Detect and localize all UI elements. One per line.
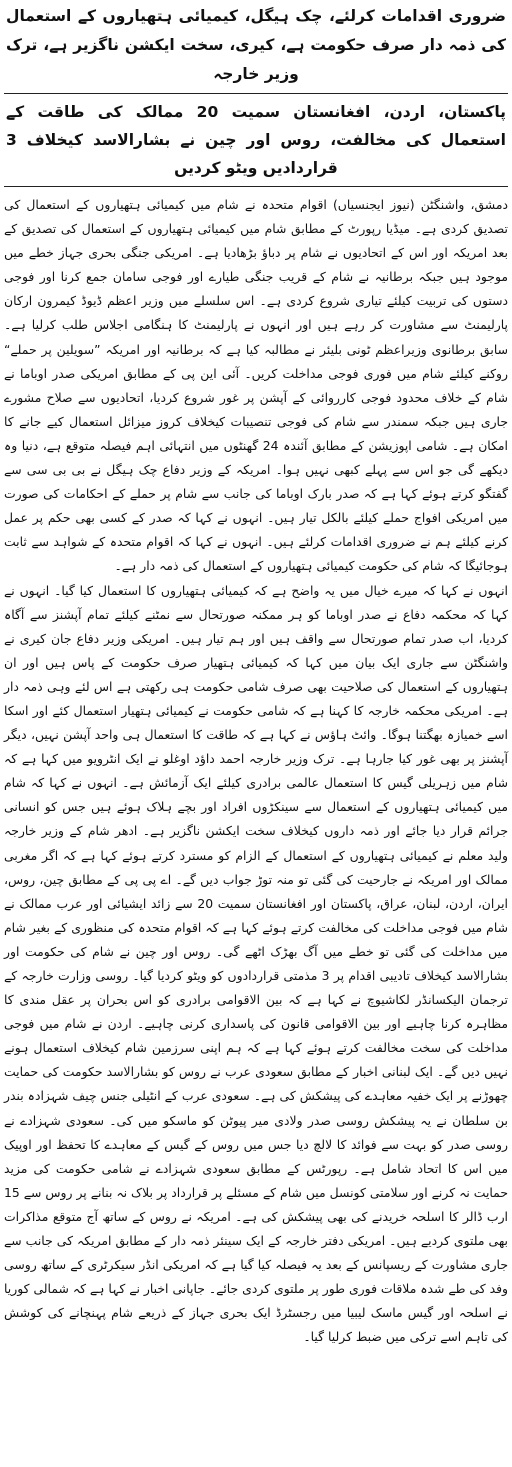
article-subheadline: پاکستان، اردن، افغانستان سمیت 20 ممالک کی طاقت کے استعمال کی مخالفت، روس اور چین نے بشارالاسد کیخلاف 3 قراردادیں ویٹو کردیں [6, 103, 506, 177]
article-paragraph: انہوں نے کہا کہ میرے خیال میں یہ واضح ہے کہ کیمیائی ہتھیاروں کا استعمال کیا گیا۔ انہوں نے کہا کہ محکمہ دفاع نے صدر اوباما کو ہر ممکنہ صورتحال سے نمٹنے کیلئے تمام آپشنز سے آگاہ کردیا، اب صدر تمام صورتحال سے واقف ہیں اور ہم تیار ہیں۔ امریکی وزیر دفاع جان کیری نے واشنگٹن سے جاری ایک بیان میں کہا کہ کیمیائی ہتھیار صرف حکومت کے پاس ہیں اور ان ہتھیاروں کے استعمال کی صلاحیت بھی صرف شامی حکومت ہی رکھتی ہے اس لئے وہی ذمہ دار ہے۔ امریکی محکمہ خارجہ کا کہنا ہے کہ شامی حکومت نے کیمیائی ہتھیار استعمال کئے اور اسکا اسے خمیازہ بھگتنا ہوگا۔ وائٹ ہاؤس نے کہا ہے کہ طاقت کا استعمال ہی واحد آپشن نہیں، دیگر آپشنز پر بھی غور کیا جارہا ہے۔ ترک وزیر خارجہ احمد داؤد اوغلو نے ایک انٹرویو میں کہا ہے کہ شام میں زہریلی گیس کا استعمال عالمی برادری کیلئے ایک آزمائش ہے۔ انہوں نے کہا کہ شام میں کیمیائی ہتھیاروں کے استعمال سے سینکڑوں افراد اور بچے ہلاک ہوئے ہیں جس کو انسانی جرائم قرار دیا جائے اور ذمہ داروں کیخلاف سخت ایکشن ناگزیر ہے۔ ادھر شام کے وزیر خارجہ ولید معلم نے کیمیائی ہتھیاروں کے استعمال کے الزام کو مسترد کرتے ہوئے کہا ہے کہ اگر مغربی ممالک اور امریکہ نے جارحیت کی گئی تو منہ توڑ جواب دیں گے۔ اے پی پی کے مطابق چین، روس، ایران، اردن، لبنان، عراق، پاکستان اور افغانستان سمیت 20 سے زائد ایشیائی اور عرب ممالک نے شام میں فوجی مداخلت کی مخالفت کرتے ہوئے کہا ہے کہ اقوام متحدہ کی منظوری کے بغیر شام میں مداخلت کی گئی تو خطے میں آگ بھڑک اٹھے گی۔ روس اور چین نے شام کی حکومت اور بشارالاسد کیخلاف تادیبی اقدام پر 3 مذمتی قراردادوں کو ویٹو کردیا گیا۔ روسی وزارت خارجہ کے ترجمان الیکسانڈر لکاشیوچ نے کہا ہے کہ بین الاقوامی برادری کو اس بحران پر عقل مندی کا مظاہرہ کرنا چاہیے اور بین الاقوامی قانون کی پاسداری کرنی چاہیے۔ اردن نے شام میں فوجی مداخلت کی سخت مخالفت کرتے ہوئے کہا ہے کہ ہم اپنی سرزمین شام کیخلاف استعمال ہونے نہیں دیں گے۔ ایک لبنانی اخبار کے مطابق سعودی عرب نے روس کو بشارالاسد حکومت کی حمایت چھوڑنے پر ایک خفیہ معاہدے کی پیشکش کی ہے۔ سعودی عرب کے انٹیلی جنس چیف شہزادہ بندر بن سلطان نے یہ پیشکش روسی صدر ولادی میر پیوٹن کو ماسکو میں کی۔ سعودی شہزادے نے روسی صدر کو بہت سے فوائد کا لالچ دیا جس میں روس کے گیس کے معاہدے کا تحفظ اور اوپیک میں اس کا اتحاد شامل ہے۔ رپورٹس کے مطابق سعودی شہزادے نے شامی حکومت کی مزید حمایت نہ کرنے اور سلامتی کونسل میں شام کے مسئلے پر قرارداد پر بلاک نہ بنانے پر روس سے 15 ارب ڈالر کا اسلحہ خریدنے کی بھی پیشکش کی ہے۔ امریکہ نے روس کے ساتھ آج متوقع مذاکرات بھی ملتوی کردیے ہیں۔ امریکی دفتر خارجہ کے ایک سینئر ذمہ دار کے مطابق امریکہ کی جانب سے جاری مشاورت کے ریسپانس کے بعد یہ فیصلہ کیا گیا ہے کہ امریکی انڈر سیکرٹری کے ساتھ روسی وفد کی طے شدہ ملاقات فوری طور پر ملتوی کردی جائے۔ جاپانی اخبار نے کہا ہے کہ شمالی کوریا نے اسلحہ اور گیس ماسک لیبیا میں رجسٹرڈ ایک بحری جہاز کے ذریعے شام پہنچانے کی کوشش کی تاہم اسے ترکی میں ضبط کرلیا گیا۔ [4, 582, 509, 1345]
headline-divider [4, 93, 508, 94]
article-paragraph: دمشق، واشنگٹن (نیوز ایجنسیاں) اقوام متحدہ نے شام میں کیمیائی ہتھیاروں کے استعمال کی تصدیق کردی ہے۔ میڈیا رپورٹ کے مطابق شام میں کیمیائی ہتھیاروں کے استعمال کی تصدیق کے بعد امریکہ اور اس کے اتحادیوں نے شام پر دباؤ بڑھادیا ہے۔ امریکی جنگی بحری جہاز خطے میں موجود ہیں جبکہ برطانیہ نے شام کے قریب جنگی طیارے اور فوجی سامان جمع کرنا اور فوجی دستوں کی تربیت کیلئے تیاری شروع کردی ہے۔ اس سلسلے میں وزیر اعظم ڈیوڈ کیمرون ارکان پارلیمنٹ سے مشاورت کر رہے ہیں اور انہوں نے پارلیمنٹ کا ہنگامی اجلاس طلب کرلیا ہے۔ سابق برطانوی وزیراعظم ٹونی بلیئر نے مطالبہ کیا ہے کہ برطانیہ اور امریکہ ”سویلین پر حملے“ روکنے کیلئے شام میں فوری فوجی مداخلت کریں۔ آئی این پی کے مطابق امریکی صدر اوباما نے شام کے خلاف محدود فوجی کارروائی کے آپشن پر غور شروع کردیا، اتحادیوں سے صلاح مشورے جاری ہیں جبکہ سمندر سے شام کی فوجی تنصیبات کیخلاف کروز میزائل استعمال کیے جانے کا امکان ہے۔ شامی اپوزیشن کے مطابق آئندہ 24 گھنٹوں میں انتہائی اہم فیصلہ متوقع ہے، دنیا وہ دیکھے گی جو اس سے پہلے کبھی نہیں ہوا۔ امریکہ کے وزیر دفاع چک ہیگل نے بی بی سی سے گفتگو کرتے ہوئے کہا ہے کہ صدر بارک اوباما کی جانب سے شام پر حملے کے احکامات کی صورت میں امریکی افواج حملے کیلئے بالکل تیار ہیں۔ انہوں نے کہا کہ صدر کے کسی بھی حکم پر عمل کرنے کیلئے ہم نے ضروری اقدامات کرلئے ہیں۔ انہوں نے کہا کہ اقوام متحدہ کے شواہد سے ثابت ہوجائیگا کہ شام کی حکومت کیمیائی ہتھیاروں کے استعمال کی ذمہ دار ہے۔ [4, 197, 508, 574]
subheadline-divider [4, 186, 508, 187]
article-body [4, 193, 508, 1350]
article-headline: ضروری اقدامات کرلئے، چک ہیگل، کیمیائی ہتھیاروں کے استعمال کی ذمہ دار صرف حکومت ہے، کیری، سخت ایکشن ناگزیر ہے، ترک وزیر خارجہ [6, 7, 506, 83]
